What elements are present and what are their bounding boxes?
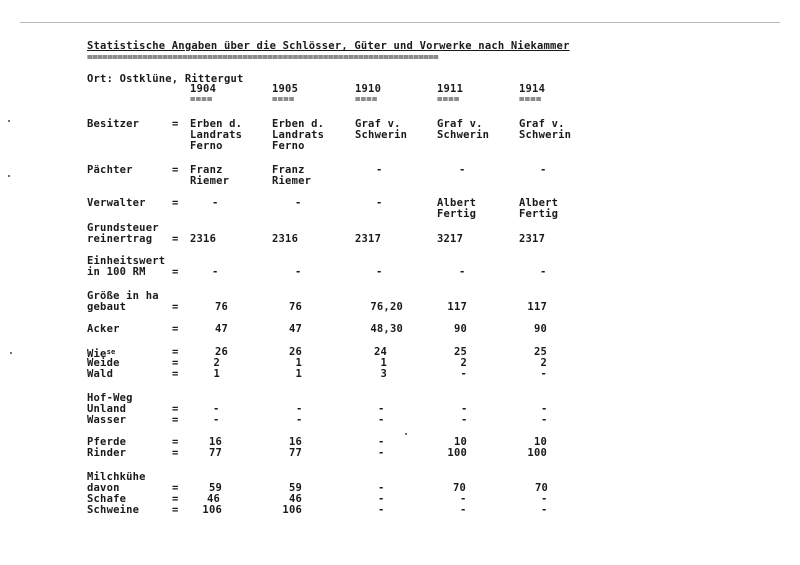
cell-groesse-1904: 76 bbox=[214, 301, 228, 313]
cell-verwalter-1911-line2: Fertig bbox=[437, 208, 477, 220]
cell-besitzer-1905-line2: Landrats bbox=[272, 129, 325, 141]
cell-acker-1914: 90 bbox=[533, 323, 547, 335]
cell-unland-1904: - bbox=[213, 403, 220, 415]
cell-wald-1910: 3 bbox=[380, 368, 387, 380]
year-header-1910: 1910 bbox=[355, 83, 382, 95]
cell-rinder-1911: 100 bbox=[447, 447, 467, 459]
row-label-paechter: Pächter bbox=[87, 164, 133, 176]
cell-grundsteuer-1911: 3217 bbox=[437, 233, 464, 245]
cell-besitzer-1914-line1: Graf v. bbox=[519, 118, 565, 130]
equals-sign: = bbox=[172, 301, 179, 313]
cell-schweine-1914: - bbox=[541, 504, 548, 516]
cell-verwalter-1914-line2: Fertig bbox=[519, 208, 559, 220]
cell-pferde-1911: 10 bbox=[453, 436, 467, 448]
cell-paechter-1904-line1: Franz bbox=[190, 164, 223, 176]
cell-wiese-1910: 24 bbox=[373, 346, 387, 358]
equals-sign: = bbox=[172, 346, 179, 358]
year-header-1904: 1904 bbox=[190, 83, 217, 95]
cell-wasser-1910: - bbox=[378, 414, 385, 426]
cell-unland-1914: - bbox=[541, 403, 548, 415]
equals-sign: = bbox=[172, 266, 179, 278]
cell-besitzer-1911-line2: Schwerin bbox=[437, 129, 490, 141]
equals-sign: = bbox=[172, 164, 179, 176]
cell-grundsteuer-1910: 2317 bbox=[355, 233, 382, 245]
row-label-groesse-line2: gebaut bbox=[87, 301, 127, 313]
cell-besitzer-1914-line2: Schwerin bbox=[519, 129, 572, 141]
equals-sign: = bbox=[172, 323, 179, 335]
row-label-davon: davon bbox=[87, 482, 120, 494]
cell-unland-1911: - bbox=[461, 403, 468, 415]
cell-schafe-1911: - bbox=[460, 493, 467, 505]
cell-wiese-1905: 26 bbox=[288, 346, 302, 358]
equals-sign: = bbox=[172, 414, 179, 426]
scan-edge-line bbox=[20, 22, 780, 23]
cell-davon-1905: 59 bbox=[288, 482, 302, 494]
cell-schafe-1914: - bbox=[541, 493, 548, 505]
equals-sign: = bbox=[172, 436, 179, 448]
year-underline: ==== bbox=[519, 95, 542, 105]
cell-rinder-1914: 100 bbox=[527, 447, 547, 459]
year-underline: ==== bbox=[272, 95, 295, 105]
cell-besitzer-1911-line1: Graf v. bbox=[437, 118, 483, 130]
cell-pferde-1905: 16 bbox=[288, 436, 302, 448]
scan-speck bbox=[405, 433, 407, 435]
cell-besitzer-1905-line3: Ferno bbox=[272, 140, 305, 152]
cell-unland-1910: - bbox=[378, 403, 385, 415]
cell-wald-1914: - bbox=[540, 368, 547, 380]
cell-verwalter-1905: - bbox=[295, 197, 302, 209]
cell-wasser-1905: - bbox=[296, 414, 303, 426]
cell-wasser-1914: - bbox=[541, 414, 548, 426]
cell-davon-1911: 70 bbox=[452, 482, 466, 494]
equals-sign: = bbox=[172, 493, 179, 505]
row-label-wiese-sup: se bbox=[106, 348, 116, 356]
row-label-schweine: Schweine bbox=[87, 504, 140, 516]
row-label-einheitswert-line2: in 100 RM bbox=[87, 266, 146, 278]
place-heading: Ort: Ostklüne, Rittergut bbox=[87, 73, 244, 85]
cell-acker-1905: 47 bbox=[288, 323, 302, 335]
cell-verwalter-1904: - bbox=[212, 197, 219, 209]
row-label-unland: Unland bbox=[87, 403, 127, 415]
year-underline: ==== bbox=[437, 95, 460, 105]
cell-weide-1905: 1 bbox=[295, 357, 302, 369]
cell-paechter-1914: - bbox=[540, 164, 547, 176]
cell-paechter-1910: - bbox=[376, 164, 383, 176]
cell-groesse-1914: 117 bbox=[527, 301, 547, 313]
cell-einheitswert-1905: - bbox=[295, 266, 302, 278]
cell-schweine-1910: - bbox=[378, 504, 385, 516]
row-label-weide: Weide bbox=[87, 357, 120, 369]
cell-wald-1904: 1 bbox=[213, 368, 220, 380]
year-header-1914: 1914 bbox=[519, 83, 546, 95]
cell-groesse-1911: 117 bbox=[447, 301, 467, 313]
row-label-hofweg: Hof-Weg bbox=[87, 392, 133, 404]
equals-sign: = bbox=[172, 118, 179, 130]
cell-verwalter-1911-line1: Albert bbox=[437, 197, 477, 209]
cell-pferde-1904: 16 bbox=[208, 436, 222, 448]
equals-sign: = bbox=[172, 504, 179, 516]
row-label-schafe: Schafe bbox=[87, 493, 127, 505]
scan-speck bbox=[8, 120, 10, 122]
row-label-verwalter: Verwalter bbox=[87, 197, 146, 209]
cell-groesse-1910: 76,20 bbox=[370, 301, 403, 313]
cell-weide-1910: 1 bbox=[380, 357, 387, 369]
row-label-acker: Acker bbox=[87, 323, 120, 335]
cell-pferde-1910: - bbox=[378, 436, 385, 448]
cell-besitzer-1905-line1: Erben d. bbox=[272, 118, 325, 130]
equals-sign: = bbox=[172, 197, 179, 209]
cell-wiese-1904: 26 bbox=[214, 346, 228, 358]
cell-pferde-1914: 10 bbox=[533, 436, 547, 448]
cell-davon-1914: 70 bbox=[534, 482, 548, 494]
row-label-pferde: Pferde bbox=[87, 436, 127, 448]
cell-rinder-1910: - bbox=[378, 447, 385, 459]
cell-schweine-1904: 106 bbox=[202, 504, 222, 516]
cell-groesse-1905: 76 bbox=[288, 301, 302, 313]
cell-schafe-1910: - bbox=[378, 493, 385, 505]
scan-speck bbox=[10, 352, 12, 354]
cell-verwalter-1914-line1: Albert bbox=[519, 197, 559, 209]
cell-grundsteuer-1905: 2316 bbox=[272, 233, 299, 245]
cell-paechter-1911: - bbox=[459, 164, 466, 176]
row-label-groesse-line1: Größe in ha bbox=[87, 290, 159, 302]
title-double-rule: ====================================================================== bbox=[87, 53, 439, 63]
cell-besitzer-1910-line1: Graf v. bbox=[355, 118, 401, 130]
document-title: Statistische Angaben über die Schlösser, Güter und Vorwerke nach Niekammer bbox=[87, 40, 570, 52]
year-underline: ==== bbox=[190, 95, 213, 105]
cell-wiese-1914: 25 bbox=[533, 346, 547, 358]
row-label-milchkuehe: Milchkühe bbox=[87, 471, 146, 483]
scan-speck bbox=[8, 175, 10, 177]
cell-schweine-1911: - bbox=[460, 504, 467, 516]
cell-einheitswert-1904: - bbox=[212, 266, 219, 278]
cell-weide-1911: 2 bbox=[460, 357, 467, 369]
equals-sign: = bbox=[172, 357, 179, 369]
cell-rinder-1904: 77 bbox=[208, 447, 222, 459]
cell-acker-1911: 90 bbox=[453, 323, 467, 335]
equals-sign: = bbox=[172, 403, 179, 415]
row-label-rinder: Rinder bbox=[87, 447, 127, 459]
cell-besitzer-1904-line1: Erben d. bbox=[190, 118, 243, 130]
cell-einheitswert-1914: - bbox=[540, 266, 547, 278]
cell-schafe-1905: 46 bbox=[288, 493, 302, 505]
cell-wiese-1911: 25 bbox=[453, 346, 467, 358]
cell-paechter-1905-line1: Franz bbox=[272, 164, 305, 176]
cell-wasser-1911: - bbox=[461, 414, 468, 426]
cell-einheitswert-1910: - bbox=[376, 266, 383, 278]
cell-verwalter-1910: - bbox=[376, 197, 383, 209]
row-label-grundsteuer-line1: Grundsteuer bbox=[87, 222, 159, 234]
row-label-wasser: Wasser bbox=[87, 414, 127, 426]
cell-davon-1904: 59 bbox=[208, 482, 222, 494]
cell-besitzer-1904-line3: Ferno bbox=[190, 140, 223, 152]
cell-weide-1914: 2 bbox=[540, 357, 547, 369]
cell-rinder-1905: 77 bbox=[288, 447, 302, 459]
equals-sign: = bbox=[172, 482, 179, 494]
cell-acker-1910: 48,30 bbox=[370, 323, 403, 335]
row-label-wiese-main: Wie bbox=[87, 348, 107, 360]
cell-schafe-1904: 46 bbox=[206, 493, 220, 505]
cell-grundsteuer-1914: 2317 bbox=[519, 233, 546, 245]
cell-unland-1905: - bbox=[296, 403, 303, 415]
cell-schweine-1905: 106 bbox=[282, 504, 302, 516]
year-header-1905: 1905 bbox=[272, 83, 299, 95]
cell-davon-1910: - bbox=[378, 482, 385, 494]
cell-besitzer-1904-line2: Landrats bbox=[190, 129, 243, 141]
year-header-1911: 1911 bbox=[437, 83, 464, 95]
cell-weide-1904: 2 bbox=[213, 357, 220, 369]
cell-acker-1904: 47 bbox=[214, 323, 228, 335]
cell-wasser-1904: - bbox=[213, 414, 220, 426]
cell-einheitswert-1911: - bbox=[459, 266, 466, 278]
equals-sign: = bbox=[172, 233, 179, 245]
equals-sign: = bbox=[172, 447, 179, 459]
row-label-grundsteuer-line2: reinertrag bbox=[87, 233, 153, 245]
equals-sign: = bbox=[172, 368, 179, 380]
row-label-einheitswert-line1: Einheitswert bbox=[87, 255, 166, 267]
cell-wald-1905: 1 bbox=[295, 368, 302, 380]
cell-besitzer-1910-line2: Schwerin bbox=[355, 129, 408, 141]
cell-paechter-1905-line2: Riemer bbox=[272, 175, 312, 187]
row-label-besitzer: Besitzer bbox=[87, 118, 140, 130]
row-label-wald: Wald bbox=[87, 368, 114, 380]
cell-wald-1911: - bbox=[460, 368, 467, 380]
year-underline: ==== bbox=[355, 95, 378, 105]
cell-paechter-1904-line2: Riemer bbox=[190, 175, 230, 187]
cell-grundsteuer-1904: 2316 bbox=[190, 233, 217, 245]
